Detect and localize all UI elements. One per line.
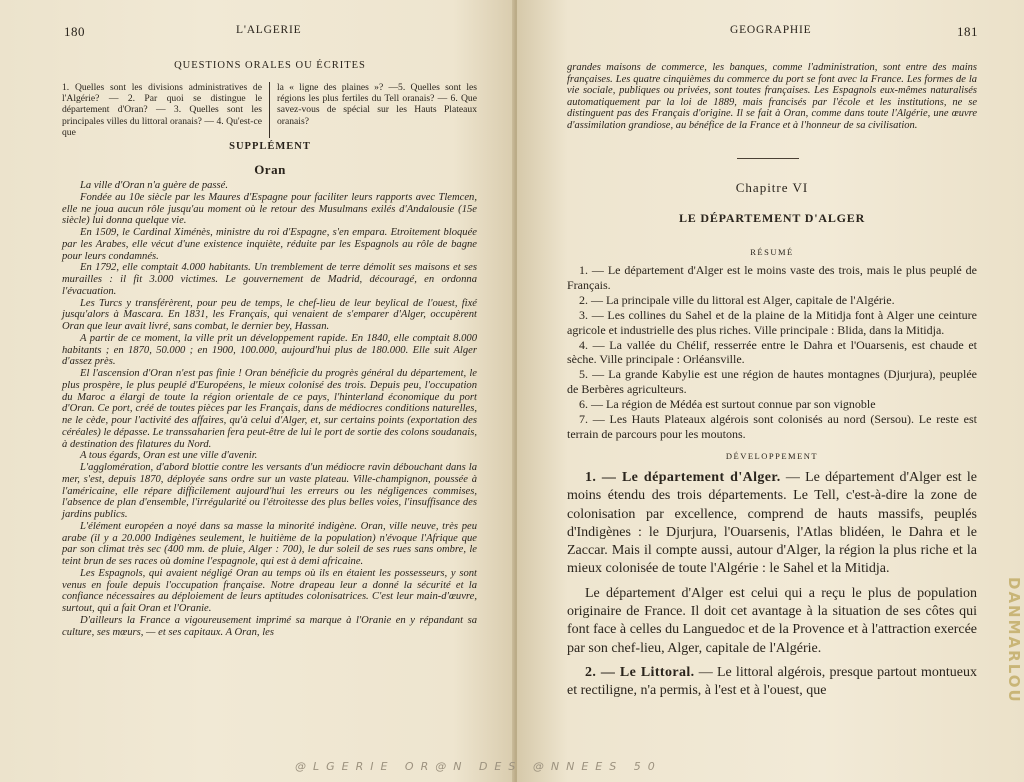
dev1-text: — Le département d'Alger est le moins étendu des trois départements. Le Tell, c'est-à-dire la zone de colonisation par excellence, comprend de hauts massifs, peuplés d'Indigènes : le Djurjura, l'Ouarsenis, l'Atlas blidéen, le Dahra et le Zaccar. Mais il compte aussi, autour d'Alger, la région la plus riche et la mieux colonisée de toute l'Algérie : le Sahel et la Mitidja.	[567, 470, 977, 577]
watermark: @LGERIE OR@N DES @NNEES 50	[295, 760, 662, 773]
questions-block	[62, 82, 482, 138]
development-paragraph: Le département d'Alger est celui qui a reçu le plus de population originaire de France. Il doit cet avantage à la situation de ses côtes qui font face à celles du Languedoc et de la Provence et à l'attraction exercée par son chef-lieu, Alger, capitale de l'Algérie.	[567, 585, 977, 656]
danmarlou-stamp: DANMARLOU	[1005, 576, 1023, 704]
list-item: 4. — La vallée du Chélif, resserrée entre le Dahra et l'Ouarsenis, est chaude et sèche. Ville principale : Orléansville.	[567, 337, 977, 367]
chapter-number: Chapitre VI	[735, 180, 809, 195]
paragraph: Les Turcs y transférèrent, pour peu de temps, le chef-lieu de leur beylical de l'ouest, fixé jusqu'alors à Mascara. En 1831, les Français, qui venaient de s'emparer d'Alger, occupèrent Oran que leur avait livré, sans combat, le dernier bey, Hassan.	[62, 297, 477, 332]
supplement-heading: SUPPLÉMENT	[229, 141, 311, 152]
resume-list	[567, 263, 977, 442]
right-running-title: GEOGRAPHIE	[730, 24, 812, 36]
list-item: 7. — Les Hauts Plateaux algérois sont colonisés au nord (Sersou). Le reste est terrain de parcours pour les moutons.	[567, 412, 977, 441]
left-running-title: L'ALGERIE	[236, 24, 302, 36]
paragraph: D'ailleurs la France a vigoureusement imprimé sa marque à l'Oranie en y répandant sa culture, ses mœurs, — et ses capitaux. A Oran, les	[62, 614, 477, 638]
paragraph: En 1792, elle comptait 4.000 habitants. Un tremblement de terre démolit ses maisons et ses murailles : il fit 3.000 victimes. Le gouvernement de Madrid, découragé, en ordonna l'évacuation.	[62, 262, 477, 297]
development-paragraph	[567, 664, 977, 701]
paragraph: L'élément européen a noyé dans sa masse la minorité indigène. Oran, ville neuve, très peu arabe (il y a 20.000 Indigènes seulement, le huitième de la population) n'évoque l'Afrique que par son climat très sec (400 mm. de pluie, Alger : 700), le dur soleil de ses rues sans ombre, le teint brun de ses races où domine l'espagnole, qui est à demi africaine.	[62, 520, 477, 567]
paragraph: A partir de ce moment, la ville prit un développement rapide. En 1840, elle comptait 8.000 habitants ; en 1870, 50.000 ; en 1900, 100.000, aujourd'hui plus de 180.000. Elle suit Alger d'assez près.	[62, 332, 477, 368]
paragraph: En 1509, le Cardinal Ximénès, ministre du roi d'Espagne, s'en empara. Etroitement bloquée par les Arabes, elle vécut d'une existence inquiète, réduite par les Espagnols au rôle de bagne pour leurs condamnés.	[62, 227, 477, 262]
continuation-text: grandes maisons de commerce, les banques, comme l'administration, sont entre des mains françaises. Les quatre cinquièmes du commerce du port se font avec la France. Les formes de la vie sociale, publiques ou privées, sont toutes françaises. Les Espagnols eux-mêmes naturalisés automatiquement par la loi de 1889, mais francisés par l'école et les institutions, ne se distinguent pas des Français d'origine. Il se fait à Oran, comme dans toute l'Algérie, une œuvre d'assimilation grandiose, au bénéfice de la France et à l'honneur de sa civilisation.	[567, 62, 977, 131]
chapter-title: LE DÉPARTEMENT D'ALGER	[678, 211, 866, 225]
paragraph: El l'ascension d'Oran n'est pas finie ! Oran bénéficie du progrès général du département, le plus prospère, le plus peuplé d'Européens, le mieux colonisé des trois. Depuis peu, l'occupation du Maroc a élargi de toute la région orientale de ce pays, l'hinterland économique du port d'Oran. Ce port, créé de toutes pièces par les Français, dans de médiocres conditions naturelles, ne le cède, pour l'activité des affaires, qu'à celui d'Alger, et, sur certains points (exportation des céréales) le dépasse. Le transsaharien fera peut-être de lui le port de sortie des colons soudanais, à destination des filatures du Nord.	[62, 368, 477, 450]
list-item: 3. — Les collines du Sahel et de la plaine de la Mitidja font à Alger une ceinture agricole et industrielle des plus riches. Ville principale : Blida, dans la Mitidja.	[567, 307, 977, 337]
list-item: 6. — La région de Médéa est surtout connue par son vignoble	[579, 397, 876, 412]
section-title-oran: Oran	[254, 162, 286, 177]
development-heading: DÉVELOPPEMENT	[725, 451, 819, 461]
paragraph: Les Espagnols, qui avaient négligé Oran au temps où ils en étaient les possesseurs, y sont venus en foule depuis l'occupation française. Notre drapeau leur a donné la sécurité et la confiance nécessaires au déploiement de leurs aptitudes colonisatrices. C'est leur main-d'œuvre, surtout, qui a fait Oran et l'Oranie.	[62, 567, 477, 614]
right-page-number: 181	[957, 24, 978, 39]
development-text	[567, 469, 977, 707]
questions-col-2: la « ligne des plaines »? —5. Quelles sont les régions les plus fertiles du Tell oranais? — 6. Que savez-vous de spécial sur les Hauts Plateaux oranais?	[277, 82, 477, 127]
questions-heading: QUESTIONS ORALES OU ÉCRITES	[174, 60, 366, 71]
list-item: 5. — La grande Kabylie est une région de hautes montagnes (Djurjura), peuplée de Berbères agriculteurs.	[567, 367, 977, 397]
paragraph: Fondée au 10e siècle par les Maures d'Espagne pour faciliter leurs rapports avec Tlemcen, elle ne joua aucun rôle jusqu'au moment où le retour des Musulmans exilés d'Andalousie (15e siècle) lui donna quelque vie.	[62, 191, 477, 227]
right-page	[517, 0, 1024, 782]
paragraph: L'agglomération, d'abord blottie contre les versants d'un médiocre ravin débouchant dans la mer, s'est, depuis 1870, déployée sans ordre sur un vaste plateau. Ville-champignon, poussée à l'américaine, elle répare difficilement aujourd'hui les erreurs ou les négligences commises, l'absence de plan d'ensemble, l'irrégularité ou l'étroitesse des plus belles voies, l'insuffisance des jardins publics.	[62, 462, 477, 520]
left-page-number: 180	[64, 24, 85, 39]
paragraph: A tous égards, Oran est une ville d'avenir.	[80, 450, 258, 462]
paragraph: La ville d'Oran n'a guère de passé.	[80, 180, 229, 191]
questions-divider	[269, 82, 270, 138]
dev1-title: 1. — Le département d'Alger.	[585, 470, 781, 485]
dev2-text: — Le littoral algérois, presque partout montueux et rectiligne, n'a permis, à l'est et à l'ouest, que	[567, 664, 978, 699]
list-item: 2. — La principale ville du littoral est Alger, capitale de l'Algérie.	[579, 292, 895, 307]
questions-col-1: 1. Quelles sont les divisions administratives de l'Algérie? — 2. Par quoi se distingue le département d'Oran? — 3. Quelles sont les principales villes du littoral oranais? — 4. Qu'est-ce que	[62, 82, 262, 138]
resume-heading: RÉSUMÉ	[750, 247, 794, 257]
dev2-title: 2. — Le Littoral.	[585, 664, 695, 680]
development-paragraph	[567, 469, 977, 579]
oran-text	[62, 180, 477, 638]
list-item: 1. — Le département d'Alger est le moins vaste des trois, mais le plus peuplé de Français.	[567, 263, 977, 292]
chapter-rule	[737, 158, 799, 159]
